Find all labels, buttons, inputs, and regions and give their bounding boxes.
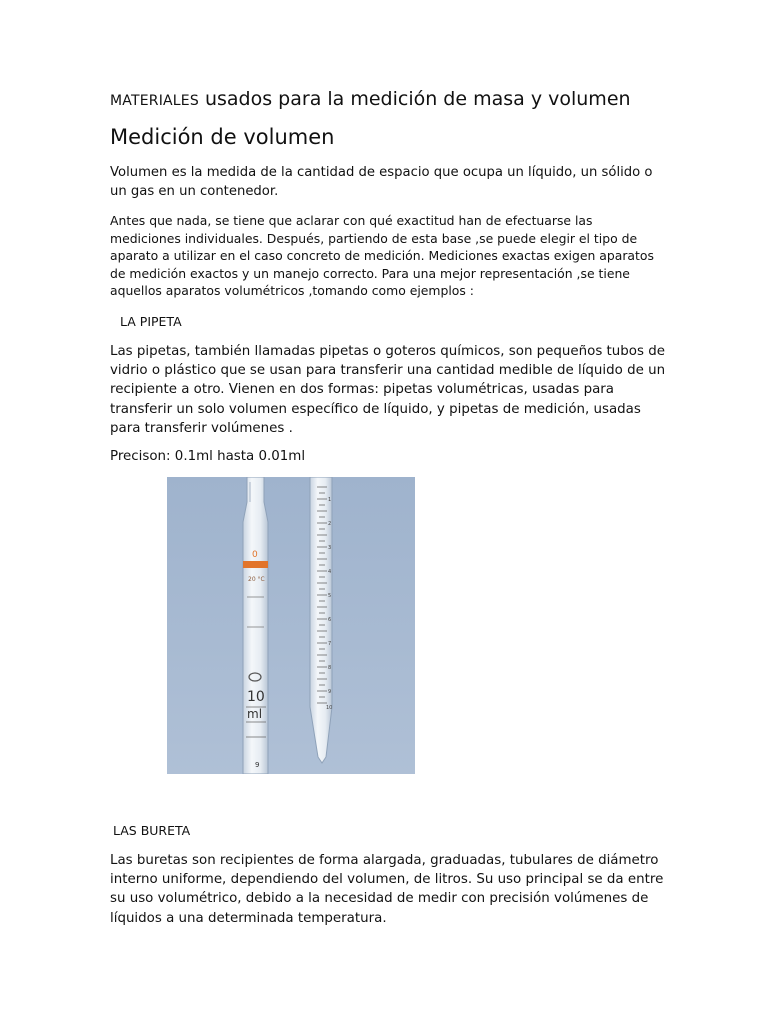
title-prefix: MATERIALES: [110, 93, 199, 109]
right-mark-6: 6: [328, 617, 332, 623]
title-rest: usados para la medición de masa y volumen: [198, 88, 631, 110]
right-mark-10: 10: [326, 705, 333, 711]
right-mark-9: 9: [328, 689, 332, 695]
pipeta-label: LA PIPETA: [120, 314, 182, 329]
bureta-label: LAS BURETA: [113, 823, 191, 838]
pipeta-paragraph: Las pipetas, también llamadas pipetas o goteros químicos, son pequeños tubos de vidrio o plástico que se usan para transferir una cantidad medible de líquido de un recipiente a otro. Vienen en dos formas: pipetas volumétricas, usadas para transferir un solo volumen específico de líquido, y pipetas de medición, usadas para transferir volúmenes .: [110, 344, 666, 436]
right-mark-1: 1: [328, 497, 332, 503]
right-mark-5: 5: [328, 593, 332, 599]
right-mark-8: 8: [328, 665, 332, 671]
left-mark-ml: ml: [247, 707, 263, 721]
right-mark-3: 3: [328, 545, 332, 551]
left-mark-0: 0: [252, 550, 258, 560]
right-mark-7: 7: [328, 641, 332, 647]
orange-band: [243, 561, 268, 568]
precision-line: Precison: 0.1ml hasta 0.01ml: [110, 449, 306, 464]
left-mark-temp: 20 °C: [248, 576, 265, 583]
graduated-pipette: [310, 477, 332, 763]
left-mark-9: 9: [255, 761, 260, 769]
volumen-definition-paragraph: Volumen es la medida de la cantidad de espacio que ocupa un líquido, un sólido o un gas en un contenedor.: [110, 165, 653, 199]
right-mark-4: 4: [328, 569, 332, 575]
right-mark-2: 2: [328, 521, 332, 527]
left-mark-10: 10: [247, 689, 265, 705]
pipettes-photo: [167, 477, 415, 774]
section-heading: Medición de volumen: [110, 125, 335, 149]
bureta-paragraph: Las buretas son recipientes de forma alargada, graduadas, tubulares de diámetro interno uniforme, dependiendo del volumen, de litros. Su uso principal se da entre su uso volumétrico, debido a la necesidad de medir con precisión volúmenes de líquidos a una determinada temperatura.: [110, 853, 664, 926]
volumetric-pipette: [243, 477, 268, 774]
photo-background: [167, 477, 415, 774]
document-title: [110, 88, 631, 110]
intro-paragraph: Antes que nada, se tiene que aclarar con qué exactitud han de efectuarse las mediciones individuales. Después, partiendo de esta base ,se puede elegir el tipo de aparato a utilizar en el caso concreto de medición. Mediciones exactas exigen aparatos de medición exactos y un manejo correcto. Para una mejor representación ,se tiene aquellos aparatos volumétricos ,tomando como ejemplos :: [110, 213, 654, 298]
